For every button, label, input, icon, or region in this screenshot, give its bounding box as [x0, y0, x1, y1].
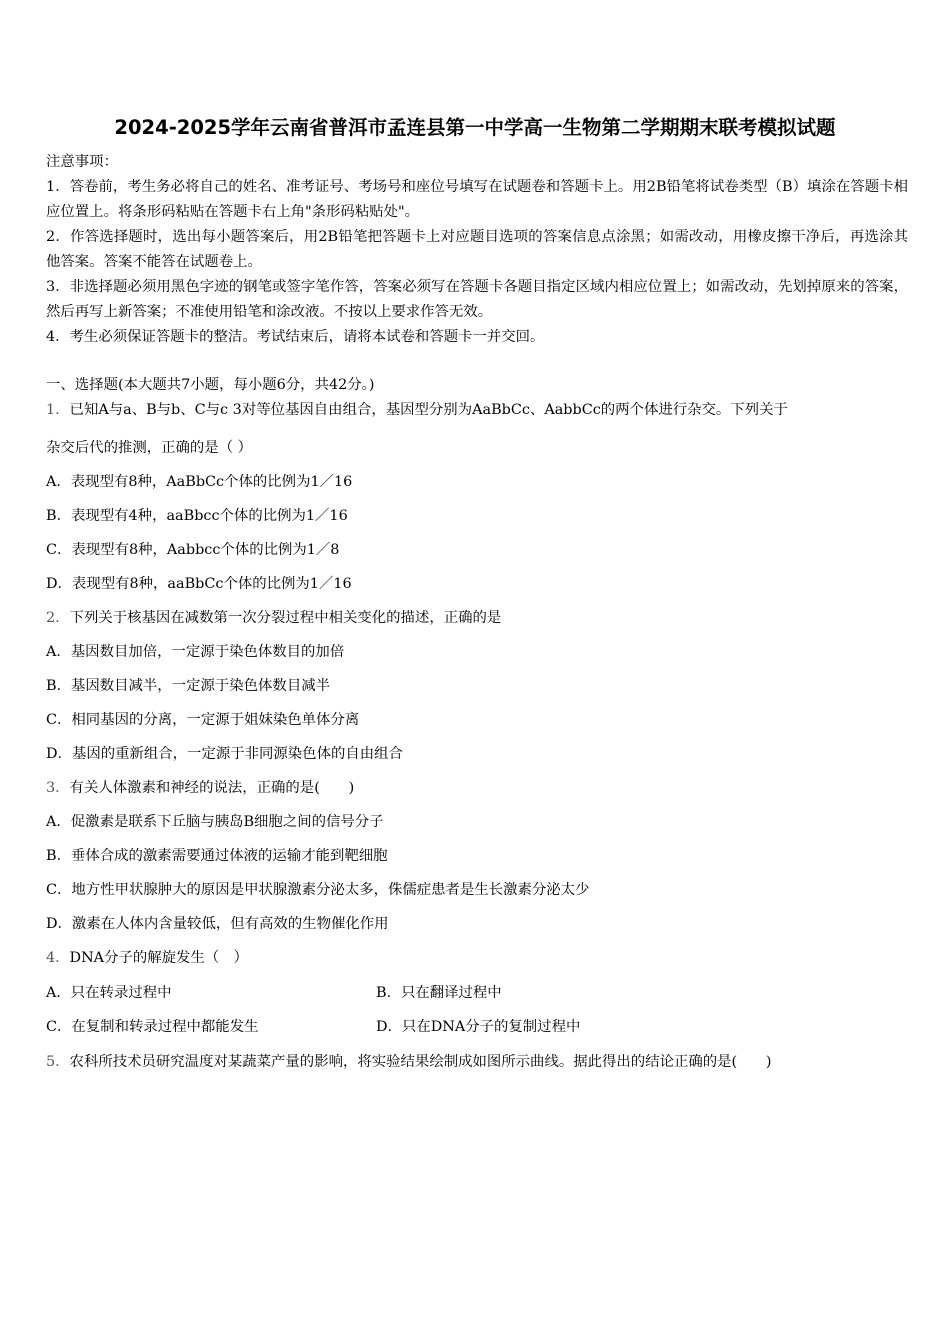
notes-item: 2．作答选择题时，选出每小题答案后，用2B铅笔把答题卡上对应题目选项的答案信息点涂黑；如需改动，用橡皮擦干净后，再选涂其他答案。答案不能答在试题卷上。: [46, 229, 908, 270]
question-3-option-a: A．促激素是联系下丘脑与胰岛B细胞之间的信号分子: [46, 814, 384, 830]
question-2-option-a: A．基因数目加倍，一定源于染色体数目的加倍: [46, 644, 345, 660]
question-1-option-b: B．表现型有4种，aaBbcc个体的比例为1／16: [46, 508, 348, 524]
question-text: DNA分子的解旋发生（ ）: [69, 950, 248, 966]
question-1-option-a: A．表现型有8种，AaBbCc个体的比例为1／16: [46, 474, 353, 490]
question-3-option-d: D．激素在人体内含量较低，但有高效的生物催化作用: [46, 916, 389, 932]
question-number: 1．: [46, 402, 70, 418]
question-5-stem: [46, 1051, 772, 1073]
question-4-option-a: A．只在转录过程中: [46, 985, 172, 1001]
question-1-stem: [46, 399, 788, 421]
question-4-option-b: B．只在翻译过程中: [376, 985, 502, 1001]
question-2-option-b: B．基因数目减半，一定源于染色体数目减半: [46, 678, 330, 694]
notes-item: 3．非选择题必须用黑色字迹的钢笔或签字笔作答，答案必须写在答题卡各题目指定区域内相应位置上；如需改动，先划掉原来的答案，然后再写上新答案；不准使用铅笔和涂改液。不按以上要求作答无效。: [46, 279, 908, 320]
notes-item: 4．考生必须保证答题卡的整洁。考试结束后，请将本试卷和答题卡一并交回。: [46, 329, 545, 345]
question-2-option-d: D．基因的重新组合，一定源于非同源染色体的自由组合: [46, 746, 403, 762]
question-4-stem: [46, 947, 248, 969]
question-4-option-d: D．只在DNA分子的复制过程中: [376, 1019, 581, 1035]
question-number: 2．: [46, 610, 70, 626]
question-text: 农科所技术员研究温度对某蔬菜产量的影响，将实验结果绘制成如图所示曲线。据此得出的结论正确的是( ): [69, 1054, 772, 1070]
question-2-stem: [46, 607, 501, 629]
question-3-option-b: B．垂体合成的激素需要通过体液的运输才能到靶细胞: [46, 848, 388, 864]
notes-block: [46, 150, 908, 350]
question-text: 下列关于核基因在减数第一次分裂过程中相关变化的描述，正确的是: [69, 610, 502, 626]
question-text: 有关人体激素和神经的说法，正确的是( ): [69, 780, 355, 796]
page-title: 2024-2025学年云南省普洱市孟连县第一中学高一生物第二学期期末联考模拟试题: [114, 116, 836, 139]
notes-item: 1．答卷前，考生务必将自己的姓名、准考证号、考场号和座位号填写在试题卷和答题卡上。用2B铅笔将试卷类型（B）填涂在答题卡相应位置上。将条形码粘贴在答题卡右上角"条形码粘贴处"。: [46, 179, 908, 220]
question-3-stem: [46, 777, 354, 799]
section-header: 一、选择题(本大题共7小题，每小题6分，共42分。): [46, 377, 375, 393]
question-3-option-c: C．地方性甲状腺肿大的原因是甲状腺激素分泌太多，侏儒症患者是生长激素分泌太少: [46, 882, 590, 898]
question-1-stem-cont: 杂交后代的推测，正确的是（ ）: [46, 440, 253, 456]
question-2-option-c: C．相同基因的分离，一定源于姐妹染色单体分离: [46, 712, 360, 728]
notes-heading: 注意事项：: [46, 154, 118, 170]
question-4-option-c: C．在复制和转录过程中都能发生: [46, 1019, 259, 1035]
question-1-option-d: D．表现型有8种，aaBbCc个体的比例为1／16: [46, 576, 352, 592]
question-number: 3．: [46, 780, 70, 796]
question-text: 已知A与a、B与b、C与c 3对等位基因自由组合，基因型分别为AaBbCc、AabbCc的两个体进行杂交。下列关于: [69, 402, 788, 418]
question-number: 5．: [46, 1054, 70, 1070]
question-1-option-c: C．表现型有8种，Aabbcc个体的比例为1／8: [46, 542, 340, 558]
question-number: 4．: [46, 950, 70, 966]
